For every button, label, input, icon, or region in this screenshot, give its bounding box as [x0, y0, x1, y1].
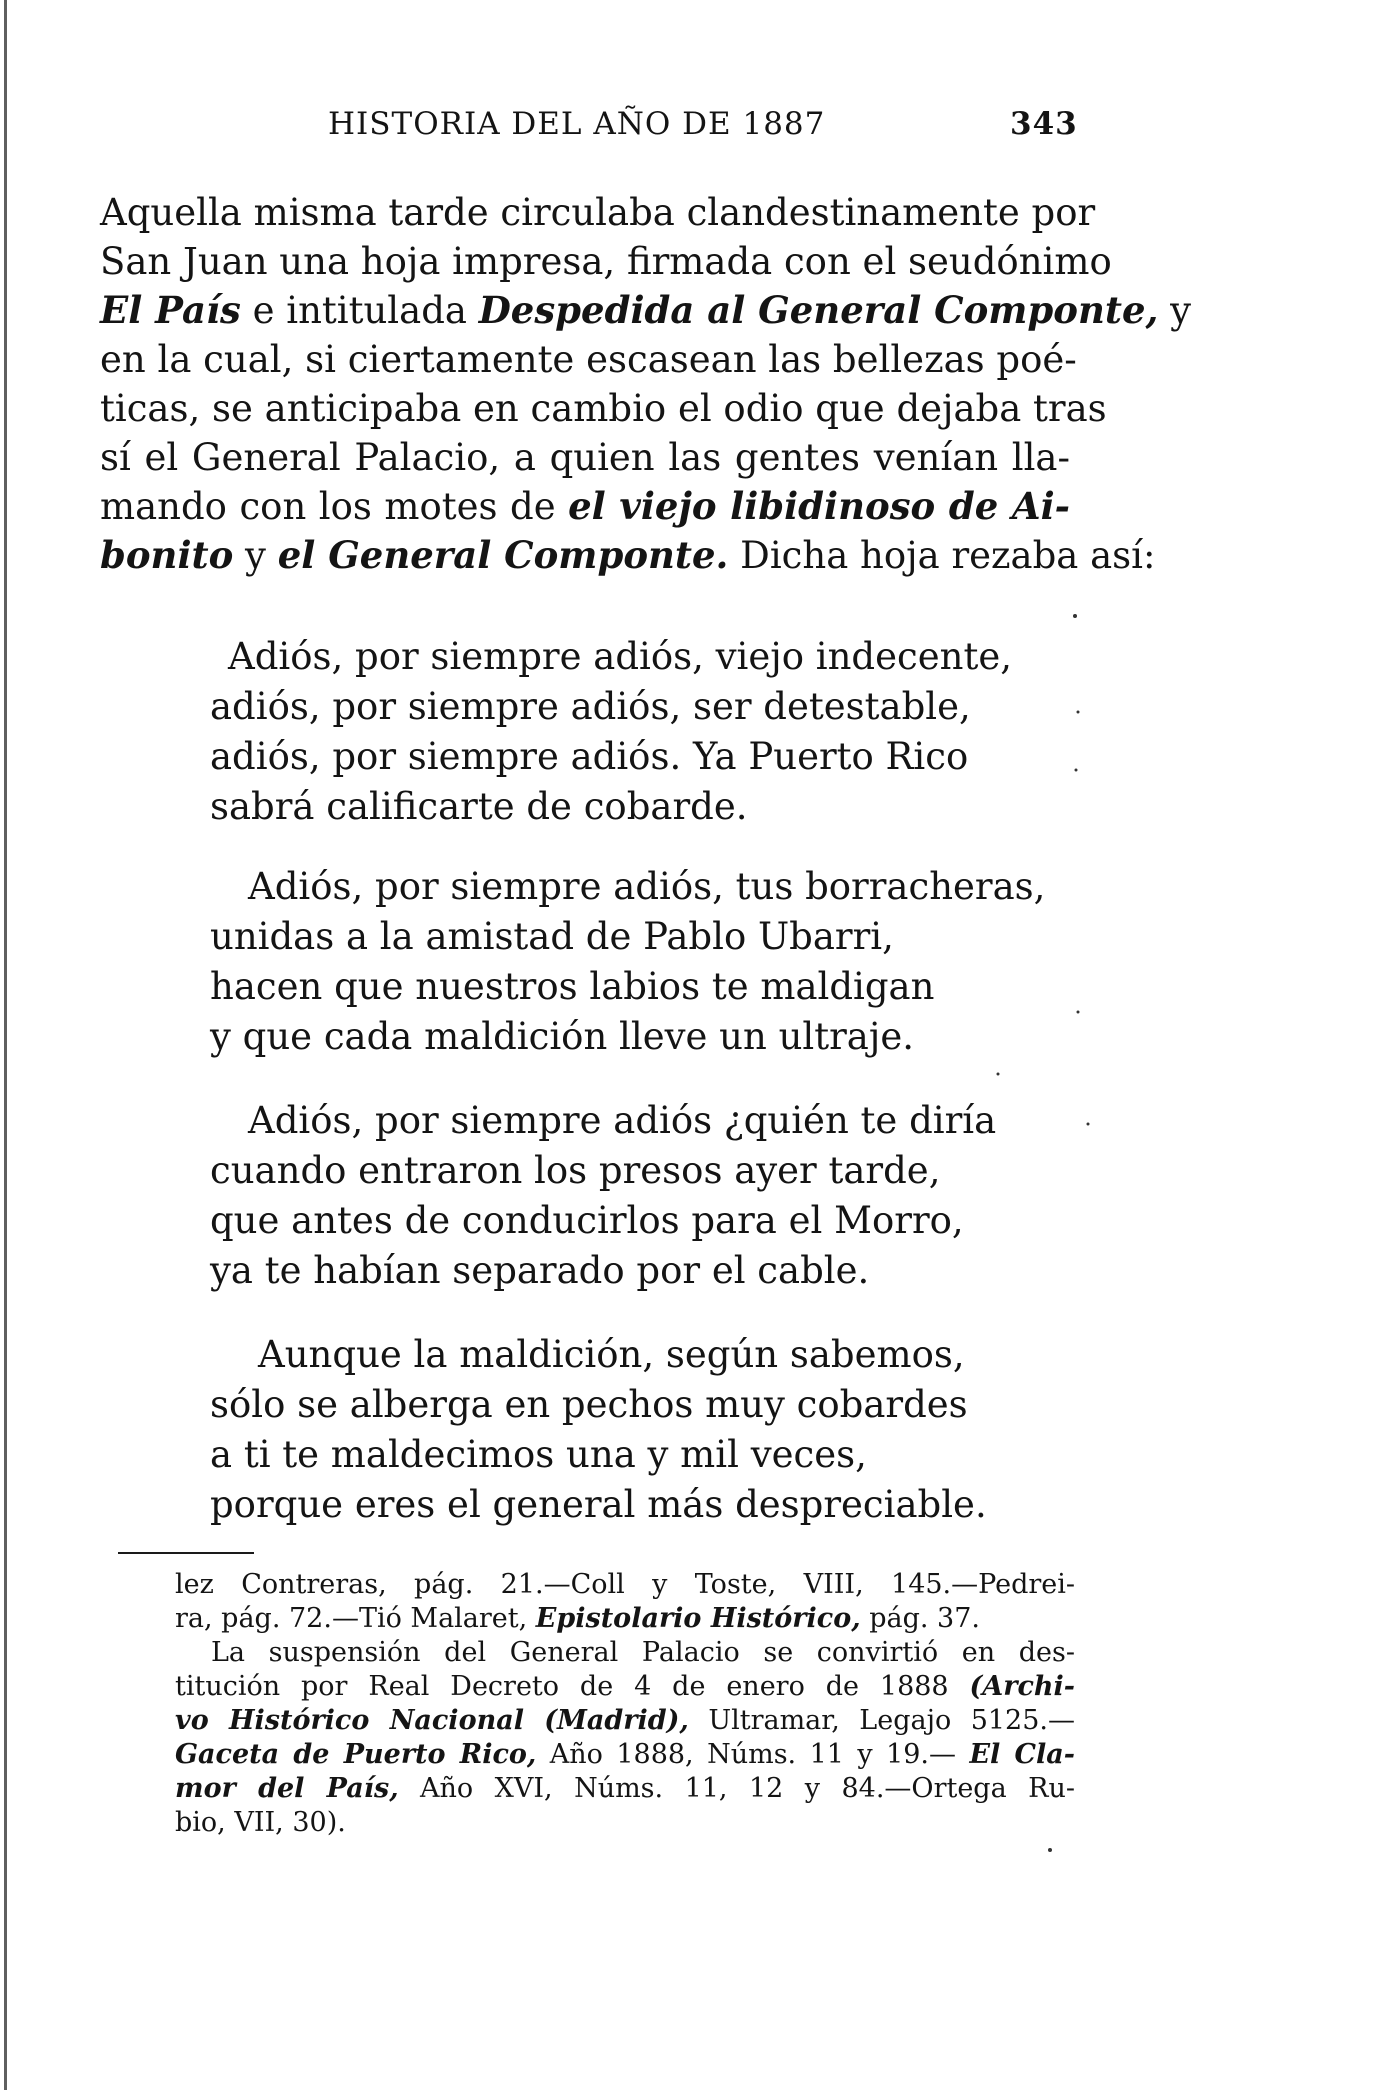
- verse-line: sólo se alberga en pechos muy cobardes: [210, 1383, 968, 1426]
- text-run: y: [1158, 289, 1192, 332]
- scan-speck: [1077, 711, 1080, 714]
- verse-line: Adiós, por siempre adiós ¿quién te diría: [248, 1099, 997, 1142]
- intro-line: [100, 286, 1192, 335]
- italic-text: mor del País,: [175, 1773, 399, 1804]
- intro-line: San Juan una hoja impresa, firmada con el seudónimo: [100, 240, 1112, 283]
- intro-line: sí el General Palacio, a quien las gentes venían lla-: [100, 436, 1070, 479]
- text-run: Año 1888, Núms. 11 y 19.—: [536, 1739, 970, 1770]
- footnote-line: [175, 1602, 1075, 1636]
- page-binding-edge: [4, 0, 7, 2090]
- verse-line: y que cada maldición lleve un ultraje.: [210, 1015, 914, 1058]
- verse-line: ya te habían separado por el cable.: [210, 1249, 870, 1292]
- verse-line: porque eres el general más despreciable.: [210, 1483, 987, 1526]
- footnote-line: lez Contreras, pág. 21.—Coll y Toste, VIII, 145.—Pedrei-: [175, 1569, 1075, 1600]
- scan-speck: [1077, 1011, 1080, 1014]
- italic-text: El Cla-: [969, 1739, 1075, 1770]
- text-run: titución por Real Decreto de 4 de enero de 1888: [175, 1671, 970, 1702]
- text-run: e intitulada: [240, 289, 479, 332]
- footnote-line: [175, 1738, 1075, 1772]
- verse-line: adiós, por siempre adiós, ser detestable,: [210, 685, 971, 728]
- text-run: mando con los motes de: [100, 485, 569, 528]
- italic-text: El País: [100, 288, 241, 332]
- page-number: 343: [1010, 106, 1078, 142]
- verse-line: a ti te maldecimos una y mil veces,: [210, 1433, 867, 1476]
- intro-line: Aquella misma tarde circulaba clandestinamente por: [100, 191, 1096, 234]
- scan-speck: [1073, 614, 1077, 618]
- text-run: Ultramar, Legajo 5125.—: [688, 1705, 1075, 1736]
- verse-line: Aunque la maldición, según sabemos,: [258, 1333, 965, 1376]
- text-run: pág. 37.: [860, 1603, 980, 1634]
- intro-line: [100, 531, 1156, 580]
- scan-speck: [1087, 1123, 1090, 1126]
- italic-text: el General Componte.: [277, 533, 729, 577]
- verse-line: que antes de conducirlos para el Morro,: [210, 1199, 964, 1242]
- verse-line: hacen que nuestros labios te maldigan: [210, 965, 935, 1008]
- poem-stanza: [210, 862, 1070, 1062]
- footnote-line: La suspensión del General Palacio se convirtió en des-: [211, 1637, 1075, 1668]
- footnote-line: [175, 1772, 1075, 1806]
- italic-text: Epistolario Histórico,: [535, 1603, 861, 1634]
- verse-line: Adiós, por siempre adiós, tus borracheras,: [248, 865, 1046, 908]
- italic-text: Despedida al General Componte,: [478, 288, 1159, 332]
- intro-line: en la cual, si ciertamente escasean las bellezas poé-: [100, 338, 1077, 381]
- verse-line: sabrá calificarte de cobarde.: [210, 785, 748, 828]
- italic-text: bonito: [100, 533, 234, 577]
- poem-stanza: [210, 1096, 1070, 1296]
- intro-line: ticas, se anticipaba en cambio el odio que dejaba tras: [100, 387, 1107, 430]
- text-run: y: [233, 534, 278, 577]
- scan-speck: [1075, 769, 1078, 772]
- italic-text: (Archi-: [969, 1671, 1075, 1702]
- italic-text: Gaceta de Puerto Rico,: [175, 1739, 537, 1770]
- verse-line: adiós, por siempre adiós. Ya Puerto Rico: [210, 735, 969, 778]
- scan-speck: [1048, 1848, 1052, 1852]
- verse-line: Adiós, por siempre adiós, viejo indecente,: [228, 635, 1012, 678]
- scan-speck: [997, 1073, 1000, 1076]
- footnote-divider: [118, 1552, 254, 1554]
- italic-text: vo Histórico Nacional (Madrid),: [175, 1705, 689, 1736]
- poem-stanza: [210, 632, 1070, 832]
- footnote-line: bio, VII, 30).: [175, 1807, 346, 1838]
- intro-line: [100, 482, 1070, 531]
- verse-line: unidas a la amistad de Pablo Ubarri,: [210, 915, 894, 958]
- italic-text: el viejo libidinoso de Ai-: [568, 484, 1070, 528]
- footnote-line: [175, 1670, 1075, 1704]
- verse-line: cuando entraron los presos ayer tarde,: [210, 1149, 941, 1192]
- poem-stanza: [210, 1330, 1070, 1530]
- page-header: [100, 106, 1100, 154]
- footnotes: [175, 1568, 1075, 1840]
- text-run: Año XVI, Núms. 11, 12 y 84.—Ortega Ru-: [398, 1773, 1075, 1804]
- text-run: ra, pág. 72.—Tió Malaret,: [175, 1603, 536, 1634]
- footnote-line: [175, 1704, 1075, 1738]
- intro-paragraph: [100, 188, 1192, 580]
- text-run: Dicha hoja rezaba así:: [728, 534, 1156, 577]
- running-title: HISTORIA DEL AÑO DE 1887: [328, 106, 826, 142]
